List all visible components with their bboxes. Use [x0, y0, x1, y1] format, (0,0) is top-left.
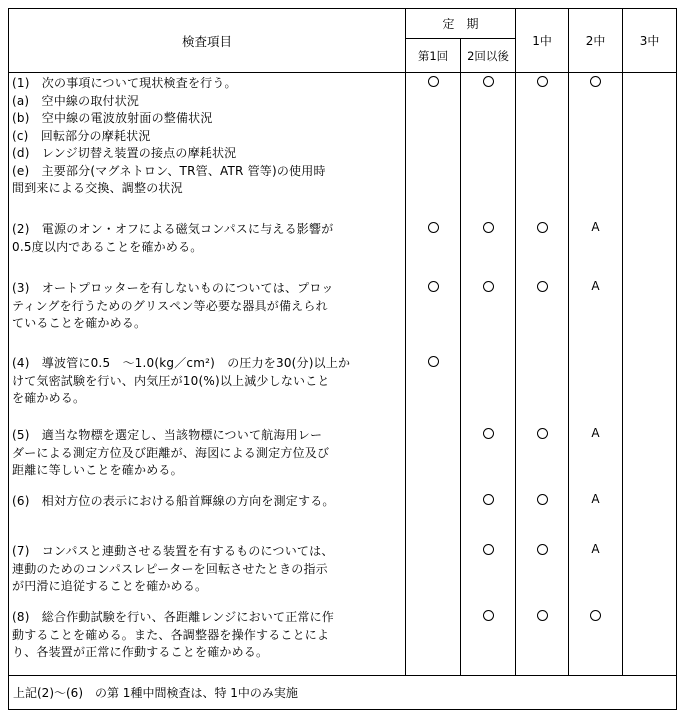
header-mid1: 1中 — [516, 9, 569, 73]
circle-mark — [569, 73, 622, 196]
inspection-item-block — [12, 493, 405, 511]
inspection-item-block — [12, 355, 405, 408]
inspection-item-line: (a) 空中線の取付状況 — [12, 93, 140, 108]
col-mid2 — [569, 73, 623, 676]
circle-mark — [406, 73, 460, 196]
header-second-after: 2回以後 — [461, 39, 516, 73]
inspection-item-line: (e) 主要部分(マグネトロン、TR管、ATR 管等)の使用時 — [12, 163, 326, 178]
inspection-item-line: (b) 空中線の電波放射面の整備状況 — [12, 111, 213, 126]
empty-mark — [406, 425, 460, 478]
inspection-item-line: が円滑に追従することを確かめる。 — [12, 579, 208, 594]
col-after — [461, 73, 516, 676]
inspection-item-line: り、各装置が正常に作動することを確かめる。 — [12, 645, 269, 660]
inspection-item-line: ていることを確かめる。 — [12, 316, 147, 331]
inspection-item-line: (4) 導波管に0.5 ～1.0(kg／cm²) の圧力を30(分)以上か — [12, 356, 351, 371]
circle-mark — [461, 73, 515, 196]
inspection-item-line: (5) 適当な物標を選定し、当該物標について航海用レー — [12, 428, 323, 443]
circle-mark — [461, 541, 515, 594]
inspection-item-block — [12, 543, 405, 596]
circle-mark — [516, 425, 568, 478]
grade-mark: A — [591, 542, 600, 557]
circle-mark — [516, 219, 568, 254]
header-periodic: 定 期 — [406, 9, 516, 39]
empty-mark — [623, 541, 676, 594]
inspection-item-line: (c) 回転部分の摩耗状況 — [12, 128, 151, 143]
inspection-item-line: 動することを確める。また、各調整器を操作することによ — [12, 627, 330, 642]
empty-mark — [461, 353, 515, 406]
empty-mark — [623, 607, 676, 660]
inspection-item-line: (6) 相対方位の表示における船首輝線の方向を測定する。 — [12, 494, 335, 509]
inspection-item-block — [12, 427, 405, 480]
circle-mark — [406, 219, 460, 254]
circle-mark — [516, 541, 568, 594]
inspection-item-line: (2) 電源のオン・オフによる磁気コンパスに与える影響が — [12, 222, 334, 237]
inspection-item-line: (8) 総合作動試験を行い、各距離レンジにおいて正常に作 — [12, 610, 335, 625]
inspection-item-line: ティングを行うためのグリスペン等必要な器具が備えられ — [12, 298, 328, 313]
empty-mark — [623, 353, 676, 406]
header-mid2: 2中 — [569, 9, 623, 73]
inspection-item-block — [12, 280, 405, 333]
circle-mark — [406, 278, 460, 331]
circle-mark — [461, 278, 515, 331]
inspection-item-block — [12, 221, 405, 256]
circle-mark — [569, 607, 622, 660]
circle-mark — [461, 425, 515, 478]
inspection-item-line: (7) コンパスと連動させる装置を有するものについては、 — [12, 544, 334, 559]
inspection-item-line: (1) 次の事項について現状検査を行う。 — [12, 76, 237, 91]
col-first — [406, 73, 461, 676]
grade-mark: A — [591, 220, 600, 235]
header-mid3: 3中 — [623, 9, 677, 73]
inspection-item-line: 連動のためのコンパスレピーターを回転させたときの指示 — [12, 561, 328, 576]
inspection-table — [8, 8, 677, 710]
circle-mark — [461, 607, 515, 660]
circle-mark — [406, 353, 460, 406]
circle-mark — [516, 278, 568, 331]
empty-mark — [623, 491, 676, 509]
empty-mark — [623, 278, 676, 331]
empty-mark — [623, 73, 676, 196]
col-mid1 — [516, 73, 569, 676]
grade-mark: A — [591, 426, 600, 441]
inspection-item-line: ダーによる測定方位及び距離が、海図による測定方位及び — [12, 445, 330, 460]
grade-mark: A — [591, 279, 600, 294]
inspection-item-line: (3) オートプロッターを有しないものについては、プロッ — [12, 281, 334, 296]
inspection-item-line: を確かめる。 — [12, 391, 86, 406]
inspection-item-line: けて気密試験を行い、内気圧が10(%)以上減少しないこと — [12, 373, 330, 388]
circle-mark — [516, 73, 568, 196]
empty-mark — [623, 425, 676, 478]
footer-note: 上記(2)～(6) の第 1種中間検査は、特 1中のみ実施 — [9, 675, 677, 709]
circle-mark — [516, 607, 568, 660]
inspection-item-block — [12, 609, 405, 662]
inspection-item-block — [12, 75, 405, 198]
circle-mark — [516, 491, 568, 509]
col-mid3 — [623, 73, 677, 676]
empty-mark — [406, 541, 460, 594]
grade-mark: A — [591, 492, 600, 507]
empty-mark — [406, 607, 460, 660]
header-first-time: 第1回 — [406, 39, 461, 73]
inspection-item-line: 間到来による交換、調整の状況 — [12, 181, 183, 196]
inspection-item-line: (d) レンジ切替え装置の接点の摩耗状況 — [12, 146, 237, 161]
empty-mark — [406, 491, 460, 509]
header-inspection-item: 検査項目 — [9, 9, 406, 73]
items-cell — [9, 73, 406, 676]
inspection-item-line: 0.5度以内であることを確かめる。 — [12, 239, 203, 254]
circle-mark — [461, 491, 515, 509]
empty-mark — [569, 353, 622, 406]
circle-mark — [461, 219, 515, 254]
inspection-item-line: 距離に等しいことを確かめる。 — [12, 463, 183, 478]
empty-mark — [623, 219, 676, 254]
empty-mark — [516, 353, 568, 406]
